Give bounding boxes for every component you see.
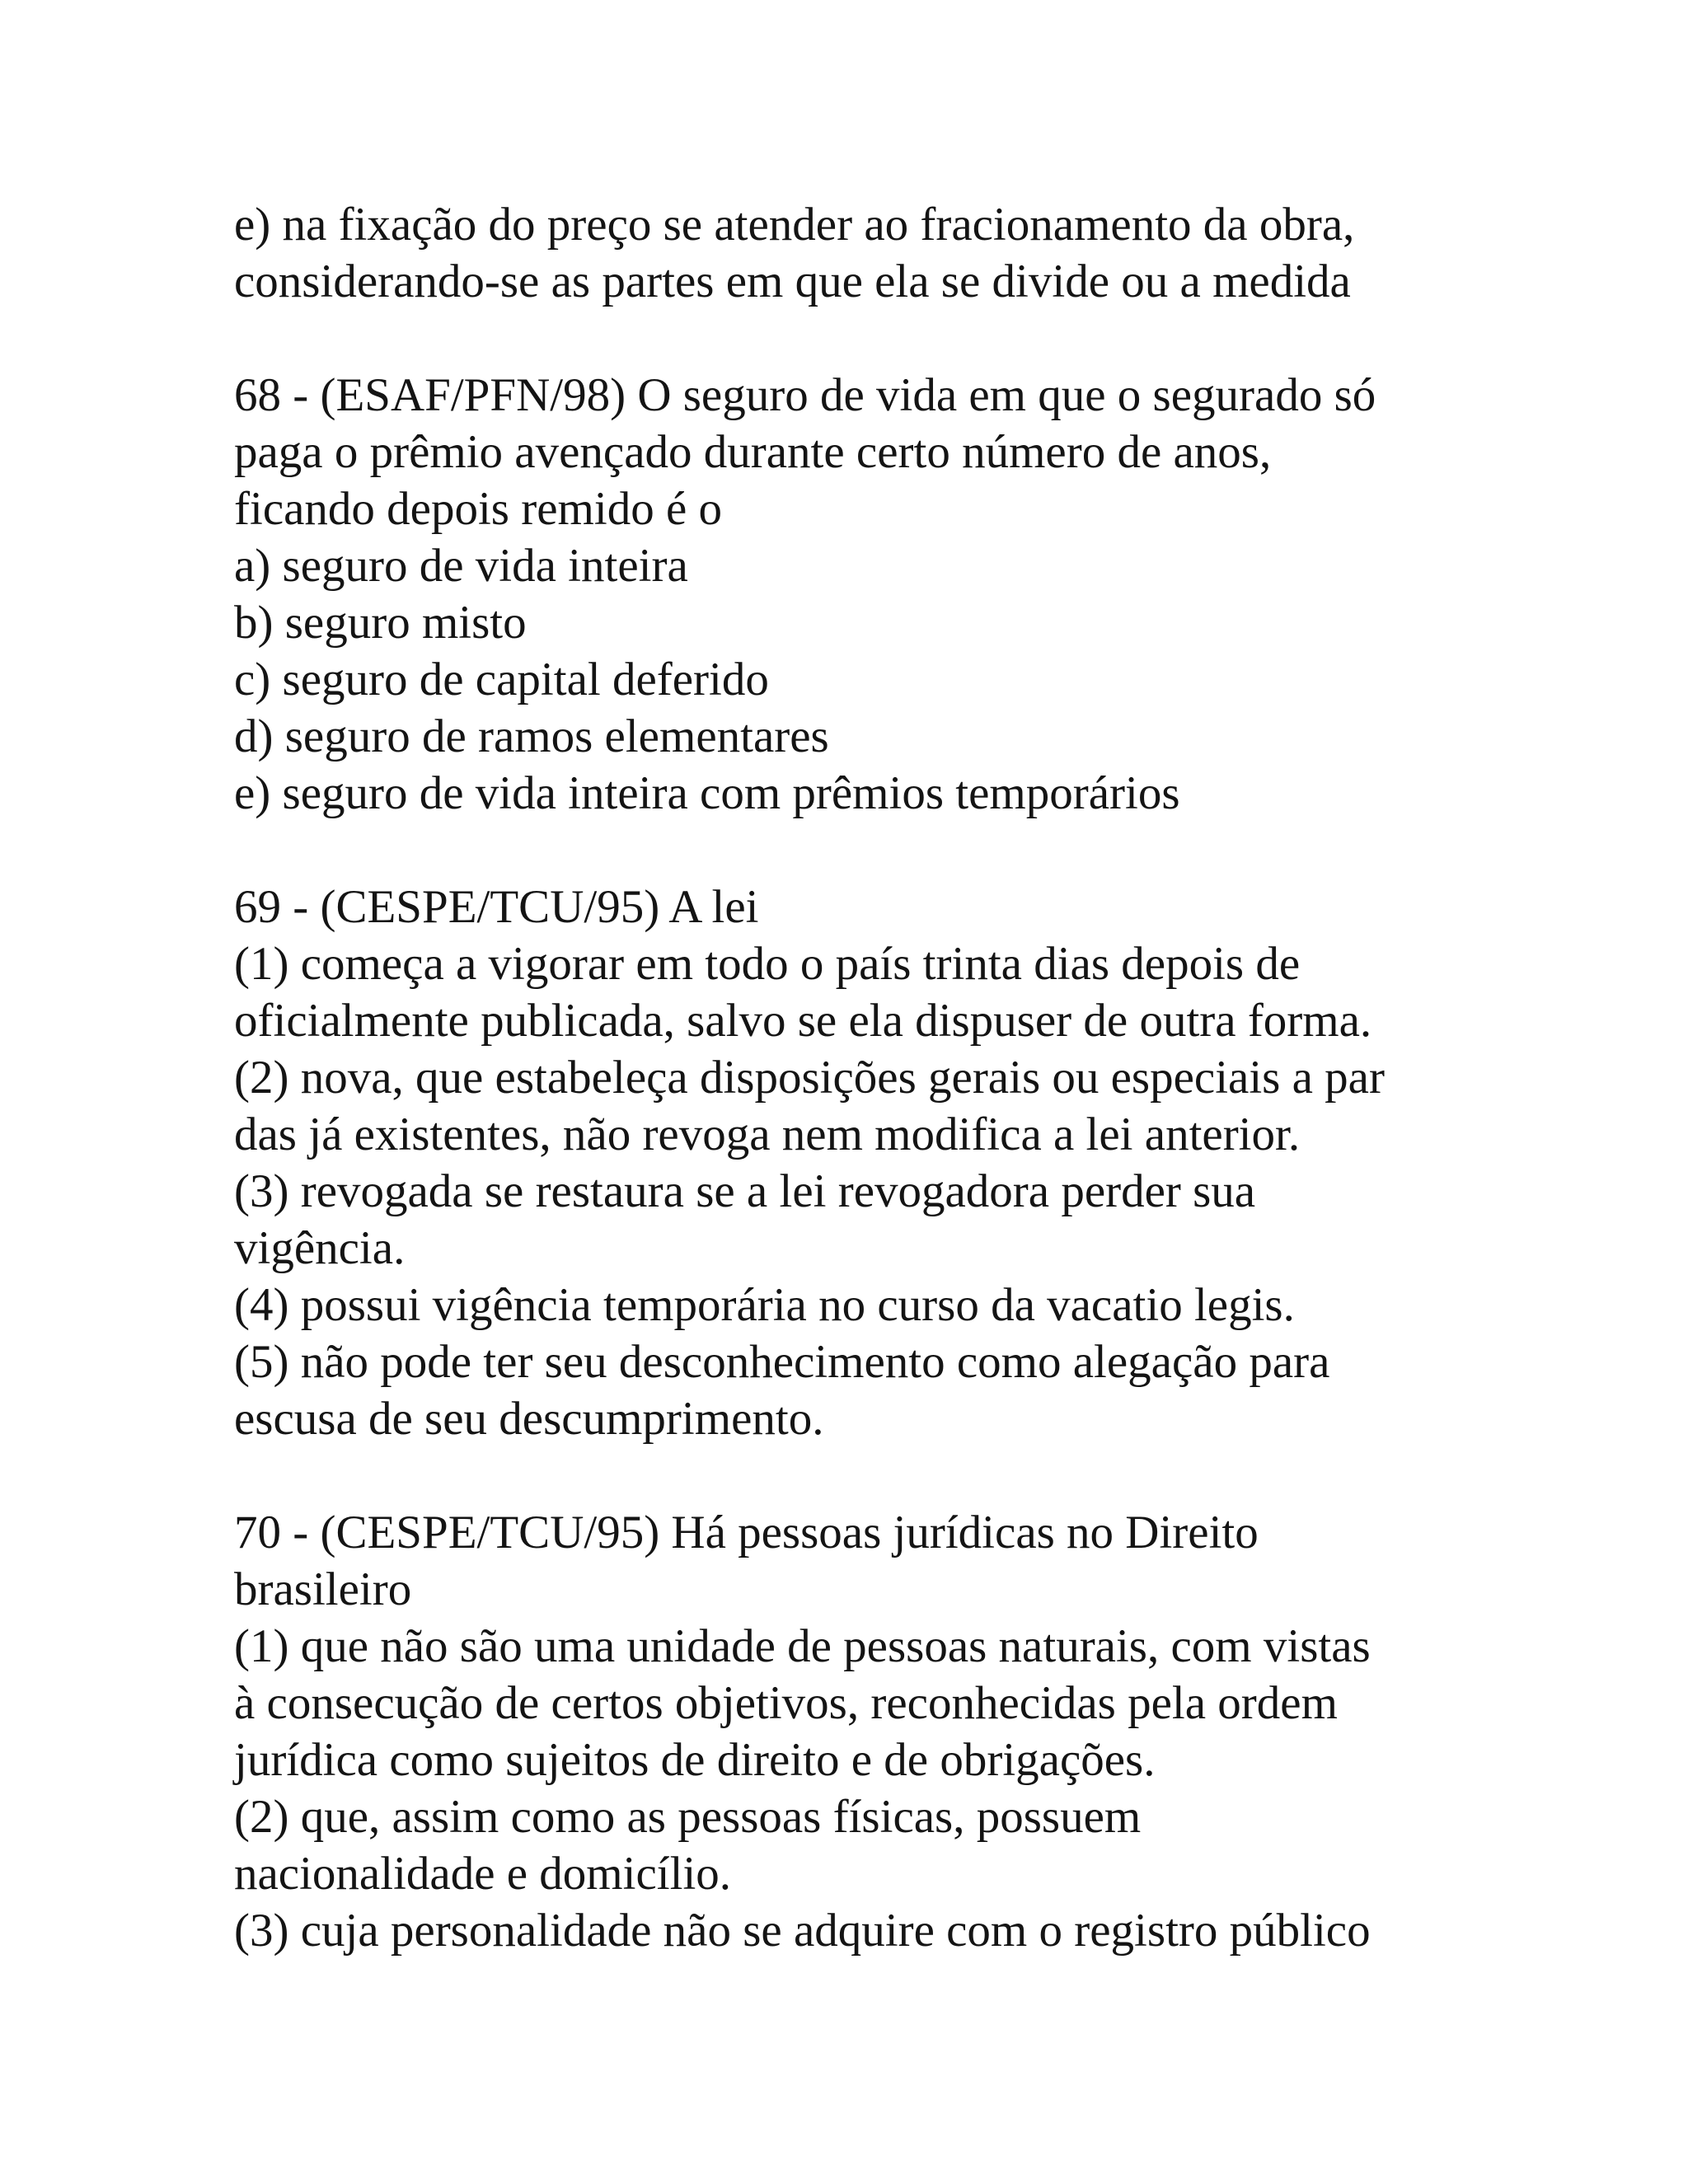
statement-line: (3) revogada se restaura se a lei revogadora perder sua: [234, 1165, 1256, 1217]
statement-line: (1) que não são uma unidade de pessoas naturais, com vistas: [234, 1620, 1371, 1672]
statement-line: à consecução de certos objetivos, reconhecidas pela ordem: [234, 1677, 1338, 1729]
question-stem-line: paga o prêmio avençado durante certo número de anos,: [234, 426, 1272, 478]
statement-line: (3) cuja personalidade não se adquire com o registro público: [234, 1905, 1371, 1957]
question-69: [234, 879, 1470, 1447]
answer-option: b) seguro misto: [234, 597, 527, 649]
statement-line: (2) que, assim como as pessoas físicas, possuem: [234, 1791, 1142, 1843]
statement-line: (1) começa a vigorar em todo o país trinta dias depois de: [234, 938, 1301, 990]
question-stem-line: 68 - (ESAF/PFN/98) O seguro de vida em que o segurado só: [234, 369, 1376, 421]
paragraph-gap: [234, 310, 1470, 367]
statement-line: vigência.: [234, 1222, 406, 1274]
question-stem-line: 70 - (CESPE/TCU/95) Há pessoas jurídicas no Direito: [234, 1507, 1259, 1558]
statement-line: (5) não pode ter seu desconhecimento como alegação para: [234, 1336, 1330, 1388]
question-70: [234, 1504, 1470, 1959]
question-68: [234, 367, 1470, 822]
option-line: considerando-se as partes em que ela se divide ou a medida: [234, 255, 1351, 307]
answer-option: d) seguro de ramos elementares: [234, 710, 829, 762]
statement-line: jurídica como sujeitos de direito e de obrigações.: [234, 1734, 1156, 1786]
option-line: e) na fixação do preço se atender ao fracionamento da obra,: [234, 199, 1355, 251]
paragraph-gap: [234, 822, 1470, 879]
paragraph-gap: [234, 1447, 1470, 1504]
statement-line: das já existentes, não revoga nem modifica a lei anterior.: [234, 1108, 1301, 1160]
statement-line: escusa de seu descumprimento.: [234, 1393, 824, 1445]
question-stem-line: 69 - (CESPE/TCU/95) A lei: [234, 881, 759, 933]
statement-line: (4) possui vigência temporária no curso da vacatio legis.: [234, 1279, 1295, 1331]
previous-question-continuation: [234, 196, 1470, 310]
answer-option: a) seguro de vida inteira: [234, 540, 688, 592]
statement-line: (2) nova, que estabeleça disposições gerais ou especiais a par: [234, 1052, 1385, 1104]
document-text: [234, 196, 1470, 1959]
question-stem-line: brasileiro: [234, 1563, 412, 1615]
answer-option: e) seguro de vida inteira com prêmios temporários: [234, 767, 1180, 819]
question-stem-line: ficando depois remido é o: [234, 483, 722, 535]
statement-line: nacionalidade e domicílio.: [234, 1848, 732, 1900]
answer-option: c) seguro de capital deferido: [234, 654, 769, 705]
statement-line: oficialmente publicada, salvo se ela dispuser de outra forma.: [234, 995, 1372, 1047]
